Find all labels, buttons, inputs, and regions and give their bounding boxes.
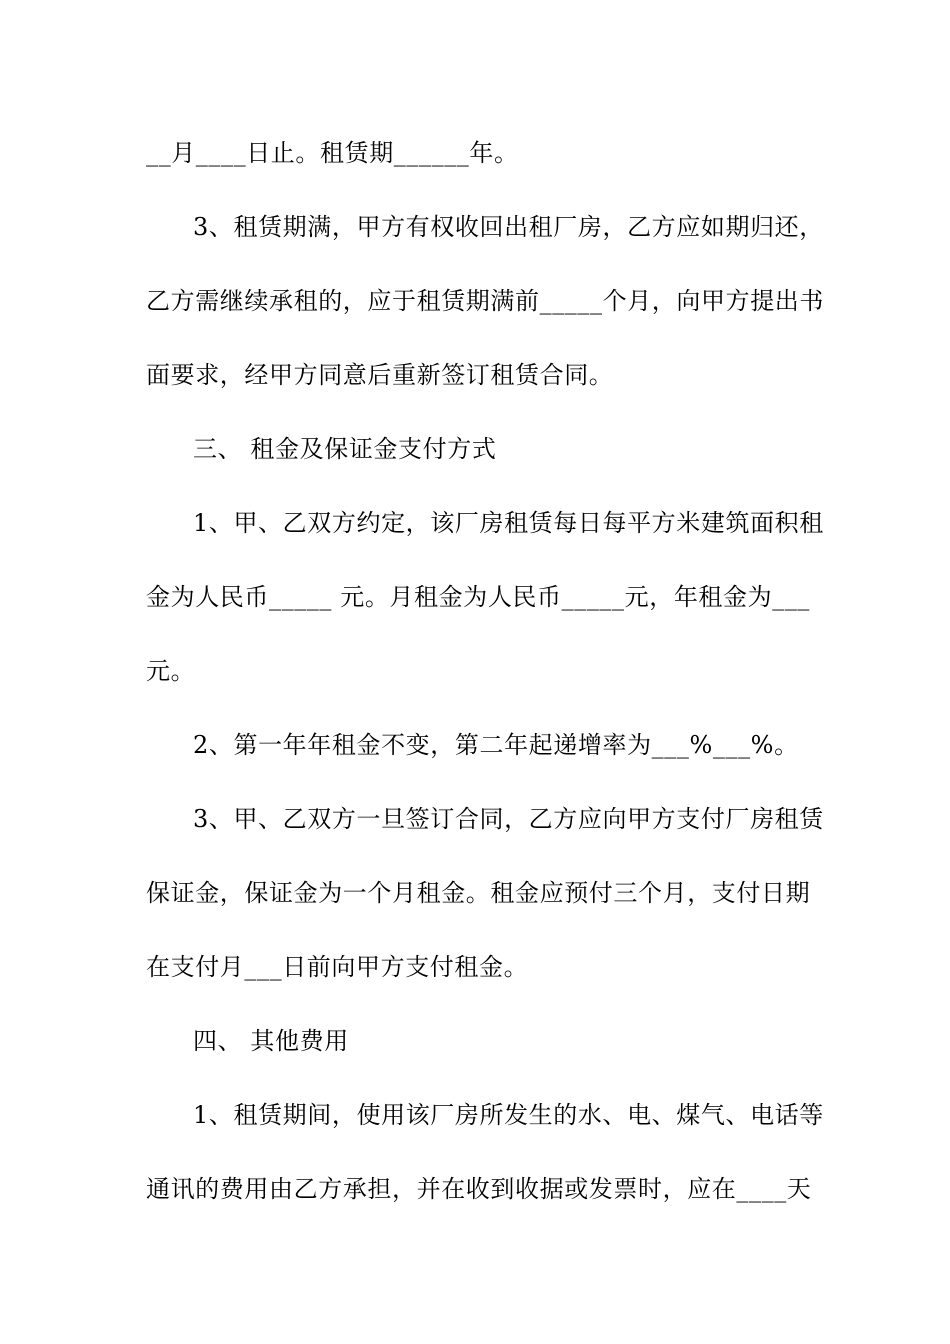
text-line: __月____日止。租赁期______年。	[146, 139, 519, 167]
section-heading-4: 四、 其他费用	[193, 1027, 349, 1055]
clause-1-line: 1、租赁期间，使用该厂房所发生的水、电、煤气、电话等	[193, 1101, 824, 1129]
clause-1-line: 1、甲、乙双方约定，该厂房租赁每日每平方米建筑面积租	[193, 509, 824, 537]
clause-3-line: 3、租赁期满，甲方有权收回出租厂房，乙方应如期归还，	[193, 213, 824, 241]
text-line: 在支付月___日前向甲方支付租金。	[146, 953, 529, 981]
text-line: 乙方需继续承租的，应于租赁期满前_____个月，向甲方提出书	[146, 287, 824, 315]
text-line: 元。	[146, 657, 196, 685]
clause-3-line: 3、甲、乙双方一旦签订合同，乙方应向甲方支付厂房租赁	[193, 805, 824, 833]
text-line: 面要求，经甲方同意后重新签订租赁合同。	[146, 361, 614, 389]
section-heading-3: 三、 租金及保证金支付方式	[193, 435, 497, 463]
clause-2-line: 2、第一年年租金不变，第二年起递增率为___%___%。	[193, 731, 799, 759]
text-line: 保证金，保证金为一个月租金。租金应预付三个月，支付日期	[146, 879, 811, 907]
text-line: 金为人民币_____ 元。月租金为人民币_____元，年租金为___	[146, 583, 811, 611]
text-line: 通讯的费用由乙方承担，并在收到收据或发票时，应在____天	[146, 1175, 812, 1203]
